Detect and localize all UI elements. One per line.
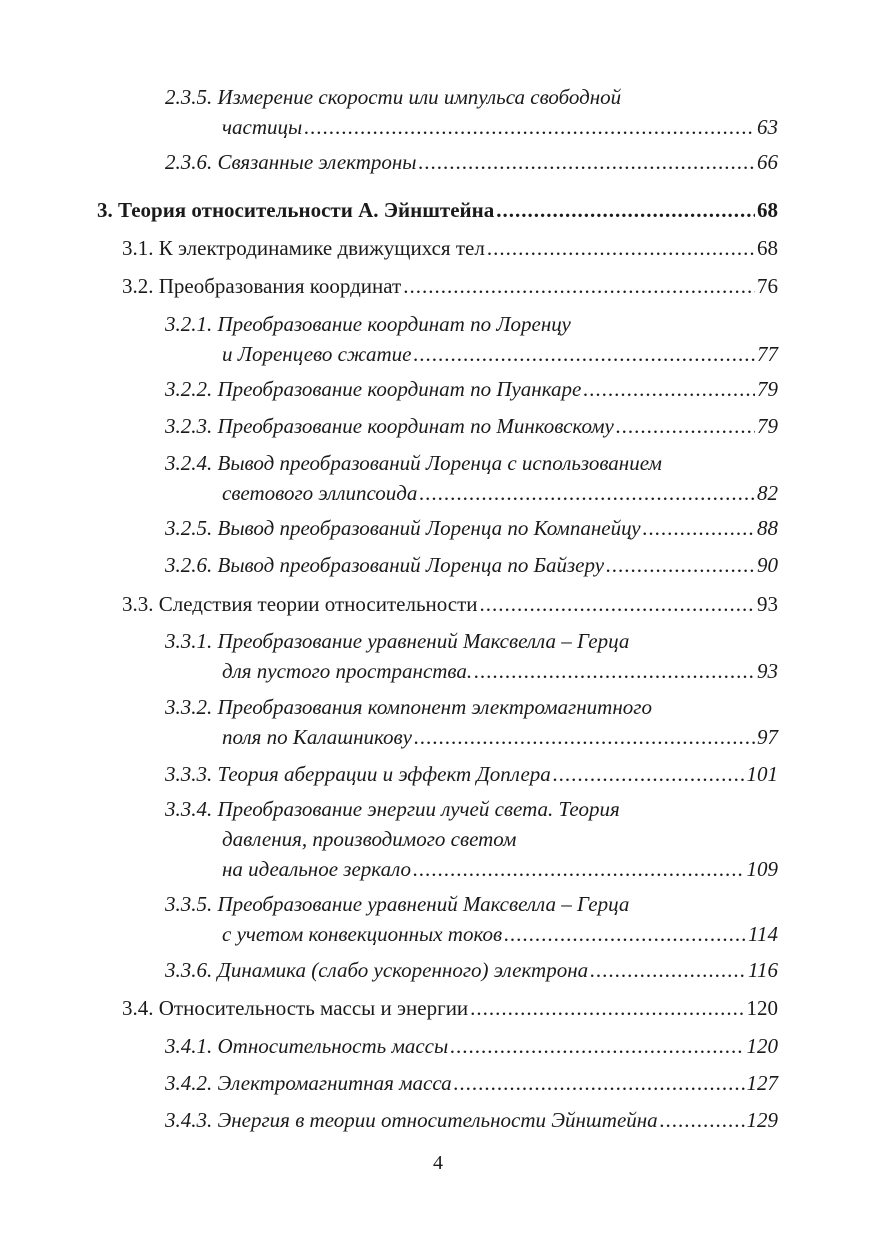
toc-entry-title: 3.4.1. Относительность массы (165, 1034, 449, 1058)
toc-entry-3-2-2 (165, 374, 778, 404)
toc-entry-3-3-4 (165, 794, 778, 884)
toc-page-number: 76 (757, 274, 778, 298)
toc-entry-3-3-6 (165, 955, 778, 985)
toc-entry-title: 3.3.1. Преобразование уравнений Максвелла – Герца (165, 629, 630, 653)
toc-page-number: 129 (746, 1108, 778, 1132)
toc-section-3-1 (122, 233, 778, 263)
toc-entry-3-3-2 (165, 692, 778, 752)
toc-entry-title: 3.2.4. Вывод преобразований Лоренца с использованием (165, 451, 662, 475)
toc-leader-dots (496, 195, 755, 225)
toc-entry-title: 3.3.2. Преобразования компонент электромагнитного (165, 695, 652, 719)
toc-chapter-3 (97, 195, 778, 225)
toc-entry-title: 3.2.6. Вывод преобразований Лоренца по Байзеру (165, 553, 605, 577)
toc-leader-dots (419, 478, 755, 508)
toc-page-number: 114 (748, 922, 778, 946)
toc-entry-3-2-1 (165, 309, 778, 369)
toc-page-number: 77 (757, 342, 778, 366)
toc-entry-3-3-1 (165, 626, 778, 686)
toc-section-3-2 (122, 271, 778, 301)
toc-leader-dots (660, 1105, 745, 1135)
toc-page-number: 63 (757, 115, 778, 139)
toc-entry-title-cont: для пустого пространства. (222, 659, 473, 683)
toc-entry-3-4-3 (165, 1105, 778, 1135)
toc-entry-title: 3.2.3. Преобразование координат по Минковскому (165, 414, 614, 438)
toc-page-number: 97 (757, 725, 778, 749)
toc-entry-title: 3.3.4. Преобразование энергии лучей света. Теория (165, 797, 620, 821)
toc-entry-title: 3.4. Относительность массы и энергии (122, 996, 469, 1020)
toc-page-number: 66 (757, 150, 778, 174)
toc-section-3-3 (122, 589, 778, 619)
toc-page-number: 79 (757, 377, 778, 401)
toc-page-number: 68 (757, 198, 778, 222)
toc-entry-title-cont: светового эллипсоида (222, 481, 418, 505)
toc-page-number: 82 (757, 481, 778, 505)
toc-entry-title: 2.3.5. Измерение скорости или импульса свободной (165, 85, 622, 109)
toc-entry-title-cont: поля по Калашникову (222, 725, 412, 749)
toc-entry-title-cont: частицы (222, 115, 303, 139)
toc-entry-title: 3.3. Следствия теории относительности (122, 592, 478, 616)
toc-entry-title-cont: давления, производимого светом (222, 827, 517, 851)
toc-entry-3-4-1 (165, 1031, 778, 1061)
toc-page-number: 127 (746, 1071, 778, 1095)
toc-entry-2-3-6 (165, 147, 778, 177)
toc-page-number: 88 (757, 516, 778, 540)
toc-entry-title: 3.3.6. Динамика (слабо ускоренного) электрона (165, 958, 589, 982)
toc-leader-dots (413, 339, 755, 369)
toc-page-number: 68 (757, 236, 778, 260)
toc-entry-3-3-5 (165, 889, 778, 949)
toc-leader-dots (419, 147, 755, 177)
toc-page-number: 109 (746, 857, 778, 881)
toc-leader-dots (480, 589, 755, 619)
toc-leader-dots (616, 411, 755, 441)
toc-page-number: 116 (748, 958, 778, 982)
toc-entry-3-3-3 (165, 759, 778, 789)
toc-leader-dots (643, 513, 755, 543)
toc-leader-dots (553, 759, 745, 789)
page-number: 4 (433, 1152, 443, 1174)
toc-entry-2-3-5 (165, 82, 778, 142)
toc-entry-title-cont: и Лоренцево сжатие (222, 342, 412, 366)
toc-entry-title: 3.2.5. Вывод преобразований Лоренца по Компанейцу (165, 516, 641, 540)
toc-entry-title-cont: на идеальное зеркало (222, 857, 412, 881)
toc-entry-3-4-2 (165, 1068, 778, 1098)
toc-entry-title: 3.2.2. Преобразование координат по Пуанкаре (165, 377, 582, 401)
toc-leader-dots (590, 955, 746, 985)
toc-leader-dots (487, 233, 755, 263)
toc-entry-title: 3.4.3. Энергия в теории относительности Эйнштейна (165, 1108, 658, 1132)
toc-entry-title: 3.3.3. Теория аберрации и эффект Доплера (165, 762, 551, 786)
toc-entry-3-2-4 (165, 448, 778, 508)
toc-entry-title: 3. Теория относительности А. Эйнштейна (97, 198, 495, 222)
toc-leader-dots (504, 919, 746, 949)
toc-page-number: 120 (746, 1034, 778, 1058)
toc-entry-title: 3.2.1. Преобразование координат по Лоренцу (165, 312, 571, 336)
toc-page-number: 79 (757, 414, 778, 438)
toc-entry-title: 3.3.5. Преобразование уравнений Максвелла – Герца (165, 892, 630, 916)
toc-page-number: 101 (746, 762, 778, 786)
toc-leader-dots (606, 550, 755, 580)
toc-entry-3-2-6 (165, 550, 778, 580)
toc-leader-dots (474, 656, 755, 686)
toc-entry-3-2-3 (165, 411, 778, 441)
toc-page-number: 90 (757, 553, 778, 577)
toc-leader-dots (304, 112, 755, 142)
toc-entry-3-2-5 (165, 513, 778, 543)
toc-leader-dots (470, 993, 744, 1023)
toc-entry-title: 3.4.2. Электромагнитная масса (165, 1071, 452, 1095)
toc-leader-dots (403, 271, 755, 301)
toc-section-3-4 (122, 993, 778, 1023)
toc-entry-title-cont: с учетом конвекционных токов (222, 922, 503, 946)
toc-entry-title: 3.2. Преобразования координат (122, 274, 402, 298)
toc-leader-dots (414, 722, 755, 752)
toc-page-number: 93 (757, 659, 778, 683)
toc-leader-dots (583, 374, 755, 404)
toc-leader-dots (454, 1068, 745, 1098)
toc-page-number: 120 (746, 996, 778, 1020)
toc-page-number: 93 (757, 592, 778, 616)
toc-entry-title: 3.1. К электродинамике движущихся тел (122, 236, 485, 260)
toc-entry-title: 2.3.6. Связанные электроны (165, 150, 417, 174)
toc-leader-dots (413, 854, 744, 884)
toc-leader-dots (450, 1031, 744, 1061)
